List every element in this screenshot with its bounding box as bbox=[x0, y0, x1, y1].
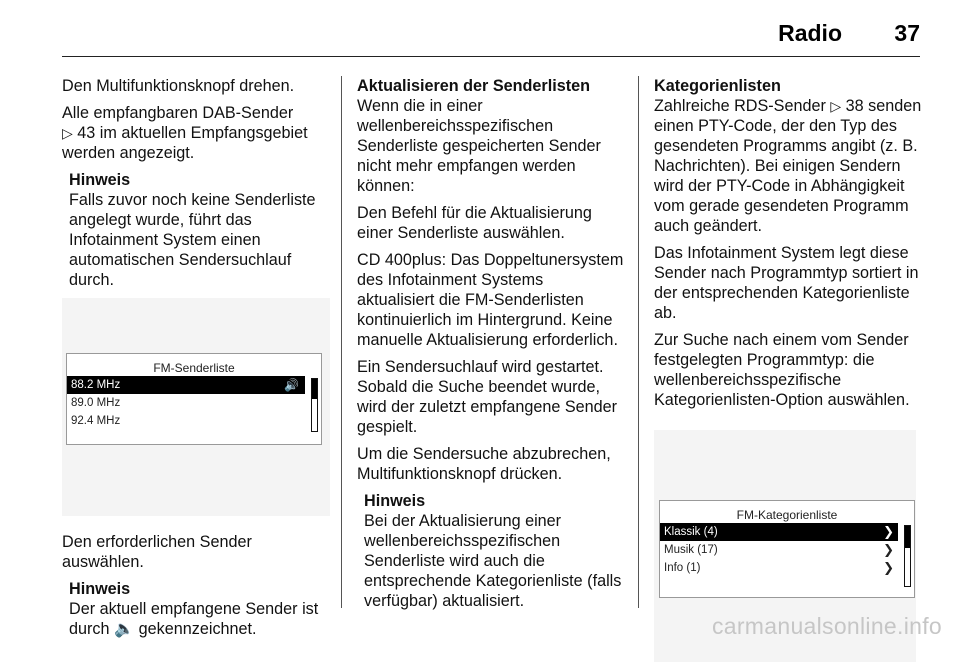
list-item: 92.4 MHz bbox=[71, 415, 121, 427]
speaker-icon: 🔊 bbox=[284, 378, 299, 392]
note-text: Falls zuvor noch keine Senderliste angelegt wurde, führt das Infotainment System einen automatischen Sendersuchlauf durch. bbox=[69, 191, 316, 289]
display-screen bbox=[66, 353, 322, 445]
paragraph: Um die Sendersuche abzubrechen, Multifunktionsknopf drücken. bbox=[357, 445, 611, 483]
paragraph: Alle empfangbaren DAB-Sender ▷ 43 im aktuellen Empfangsgebiet werden angezeigt. bbox=[62, 104, 308, 162]
note-heading: Hinweis bbox=[364, 492, 426, 510]
screenshot-fm-station-list bbox=[62, 298, 330, 516]
column-1 bbox=[62, 76, 322, 647]
note-text: Der aktuell empfangene Sender ist durch 🔈 gekennzeichnet. bbox=[69, 600, 319, 638]
paragraph: Wenn die in einer wellenbereichsspezifischen Senderliste gespeicherten Sender nicht mehr empfangen werden können: bbox=[357, 97, 601, 195]
paragraph: Das Infotainment System legt diese Sender nach Programmtyp sortiert in der entsprechenden Kategorienliste ab. bbox=[654, 244, 919, 322]
section-heading: Kategorienlisten bbox=[654, 77, 781, 95]
watermark: carmanualsonline.info bbox=[711, 613, 942, 639]
paragraph: Zahlreiche RDS-Sender ▷ 38 senden einen PTY-Code, der den Typ des gesendeten Programms angibt (z. B. Nachrichten). Bei einigen Sendern wird der PTY-Code in Abhängigkeit vom gerade gesendeten Programm auch geändert. bbox=[654, 97, 922, 235]
paragraph: Ein Sendersuchlauf wird gestartet. Sobald die Suche beendet wurde, wird der zuletzt empfangene Sender gespielt. bbox=[357, 358, 618, 436]
note-heading: Hinweis bbox=[69, 171, 131, 189]
section-title: Radio bbox=[778, 20, 842, 46]
paragraph: Den erforderlichen Sender auswählen. bbox=[62, 533, 252, 571]
list-item: Klassik (4) ❯ bbox=[660, 523, 898, 541]
note-box bbox=[69, 170, 322, 290]
column-3 bbox=[654, 76, 924, 662]
xref-arrow-icon: ▷ bbox=[62, 125, 73, 141]
page-number: 37 bbox=[894, 20, 920, 46]
paragraph: Zur Suche nach einem vom Sender festgelegten Programmtyp: die wellenbereichsspezifische Kategorienlisten-Option auswählen. bbox=[654, 331, 910, 409]
screen-title: FM-Senderliste bbox=[153, 361, 235, 375]
screen-title: FM-Kategorienliste bbox=[736, 508, 838, 522]
paragraph: Den Multifunktionsknopf drehen. bbox=[62, 77, 295, 95]
page-header bbox=[62, 8, 920, 57]
column-2 bbox=[357, 76, 625, 619]
column-divider bbox=[341, 76, 342, 608]
note-text: Bei der Aktualisierung einer wellenbereichsspezifischen Senderliste wird auch die entsprechende Kategorienliste (falls verfügbar) aktualisiert. bbox=[364, 512, 622, 610]
chevron-right-icon: ❯ bbox=[883, 542, 894, 557]
scrollbar bbox=[311, 378, 318, 432]
list-item: Info (1) ❯ bbox=[664, 560, 894, 575]
chevron-right-icon: ❯ bbox=[883, 560, 894, 575]
list-item: 88.2 MHz 🔊 bbox=[67, 376, 305, 394]
speaker-icon: 🔈 bbox=[114, 620, 135, 638]
column-divider bbox=[638, 76, 639, 608]
note-heading: Hinweis bbox=[69, 580, 131, 598]
paragraph: CD 400plus: Das Doppeltunersystem des Infotainment Systems aktualisiert die FM-Senderlisten kontinuierlich im Hintergrund. Keine manuelle Aktualisierung erforderlich. bbox=[357, 251, 624, 349]
section-heading: Aktualisieren der Senderlisten bbox=[357, 77, 591, 95]
paragraph: Den Befehl für die Aktualisierung einer Senderliste auswählen. bbox=[357, 204, 592, 242]
note-box bbox=[69, 579, 322, 639]
list-item: Musik (17) ❯ bbox=[664, 542, 894, 557]
list-item: 89.0 MHz bbox=[71, 397, 121, 409]
chevron-right-icon: ❯ bbox=[883, 524, 894, 539]
xref-arrow-icon: ▷ bbox=[830, 98, 842, 114]
display-screen bbox=[659, 500, 915, 598]
note-box bbox=[364, 491, 625, 611]
scrollbar bbox=[904, 525, 911, 587]
